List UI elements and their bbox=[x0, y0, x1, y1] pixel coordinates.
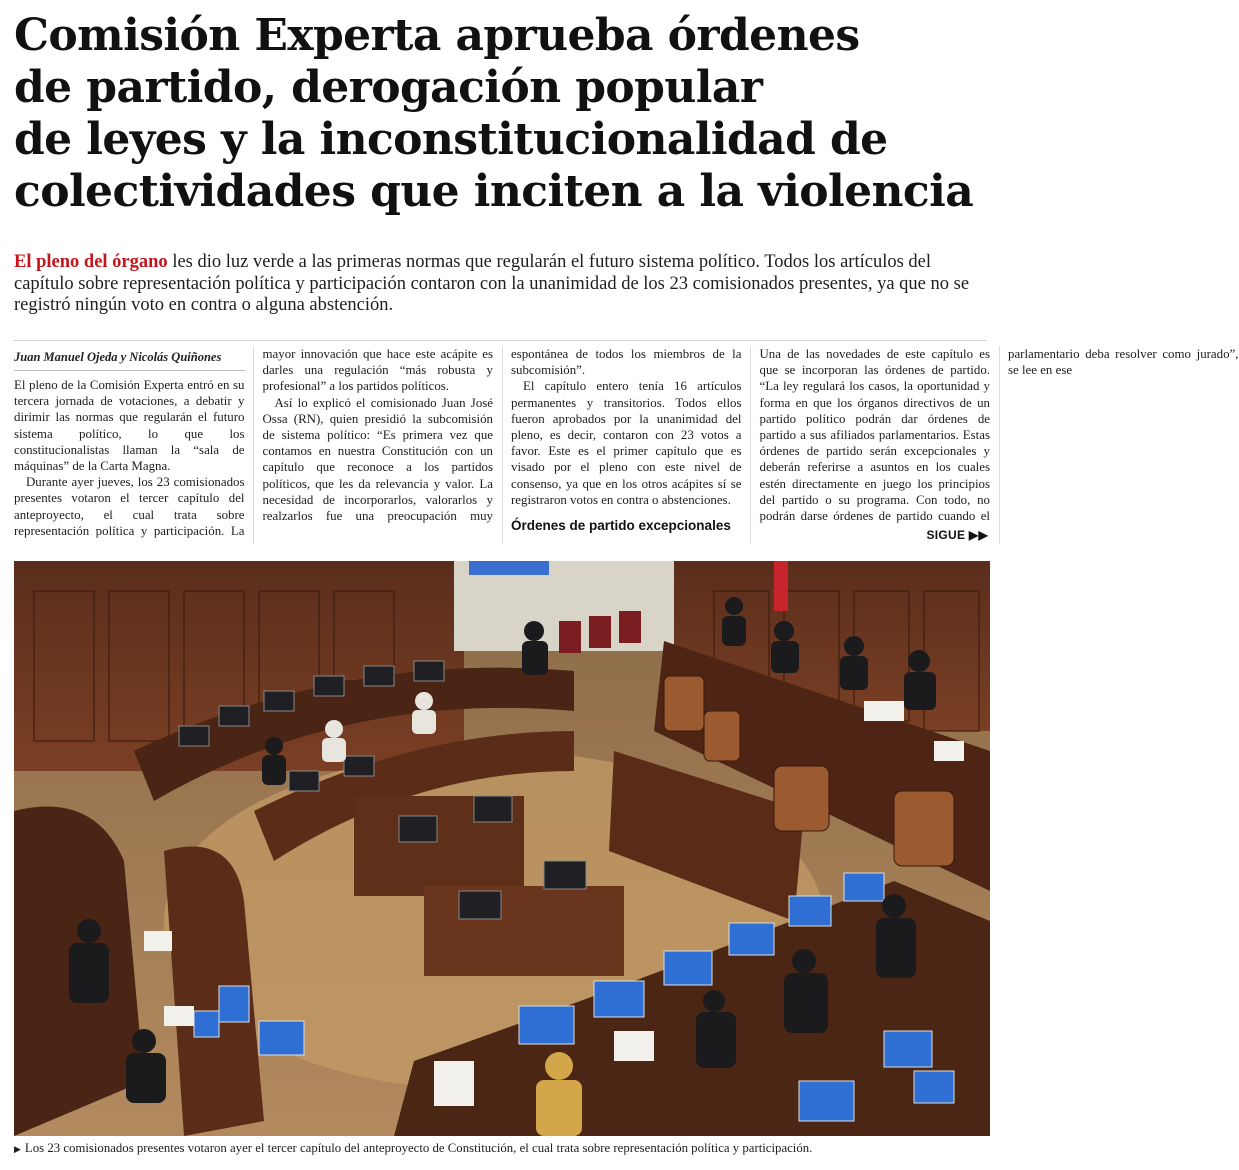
headline-line-4: colectividades que inciten a la violencia bbox=[14, 166, 974, 217]
body-paragraph-1: El pleno de la Comisión Experta entró en su tercera jornada de votaciones, a debatir y dirimir las normas que regularán el futuro sistema político, lo que los constitucionalistas llaman la “sala de máquinas” de la Carta Magna. bbox=[14, 378, 245, 474]
headline-line-2: de partido, derogación popular bbox=[14, 62, 763, 113]
caption-text: Los 23 comisionados presentes votaron ayer el tercer capítulo del anteproyecto de Constitución, el cual trata sobre representación política y participación. bbox=[24, 1141, 813, 1155]
headline-line-1: Comisión Experta aprueba órdenes bbox=[14, 10, 860, 61]
chamber-photo bbox=[14, 561, 990, 1136]
caption-marker: ▶ bbox=[14, 1144, 21, 1154]
continue-marker[interactable]: SIGUE ▶▶ bbox=[926, 528, 988, 542]
headline-line-3: de leyes y la inconstitucionalidad de bbox=[14, 114, 888, 165]
chamber-photo-illustration bbox=[14, 561, 990, 1136]
deck-summary bbox=[14, 252, 986, 317]
deck-text: les dio luz verde a las primeras normas que regularán el futuro sistema político. Todos los artículos del capítulo sobre representación política y participación contaron con la unanimidad de los 23 comisionados presentes, ya que no se registró ningún voto en contra o alguna abstención. bbox=[14, 252, 970, 315]
headline bbox=[14, 10, 986, 218]
body-paragraph-3: Así lo explicó el comisionado Juan José Ossa (RN), quien presidió la subcomisión de sistema político: “Es primera vez que contamos en nuestra Constitución con un capítulo que reconoce a los partidos políticos, que les da relevancia y valor. La necesidad de incorporarlos, valorarlos y realzarlos fue una preocupación muy espontánea de todos los miembros de la subcomisión”. bbox=[262, 347, 742, 524]
byline: Juan Manuel Ojeda y Nicolás Quiñones bbox=[14, 350, 245, 371]
article-body bbox=[14, 346, 1239, 544]
body-paragraph-2: Durante ayer jueves, los 23 comisionados presentes votaron el tercer capítulo del anteproyecto, el cual trata sobre representación política y participación. La mayor innovación que hace este acápite es darles una regulación “más robusta y profesional” a los partidos políticos. bbox=[14, 347, 493, 538]
subhead: Órdenes de partido excepcionales bbox=[511, 518, 731, 534]
deck-lead: El pleno del órgano bbox=[14, 252, 168, 272]
photo-caption bbox=[14, 1140, 990, 1157]
section-divider bbox=[14, 340, 986, 341]
body-paragraph-4: El capítulo entero tenía 16 artículos permanentes y transitorios. Todos ellos fueron aprobados por la unanimidad del pleno, es decir, contaron con 23 votos a favor. Este es el primer capítulo que es visado por el pleno con este nivel de consenso, ya que en los otros acápites sí se registraron votos en contra o abstenciones. bbox=[511, 379, 742, 507]
body-paragraph-5: Una de las novedades de este capítulo es que se incorporan las órdenes de partido. “La ley regulará los casos, la oportunidad y forma en que los órganos directivos de un partido político podrán dar órdenes de partido a sus afiliados parlamentarios. Estas órdenes de partido serán excepcionales y deberán referirse a asuntos en los cuales estén directamente en juego los principios del partido o su programa. Con todo, no podrán darse órdenes de partido cuando el parlamentario deba resolver como jurado”, se lee en ese bbox=[759, 347, 1239, 524]
